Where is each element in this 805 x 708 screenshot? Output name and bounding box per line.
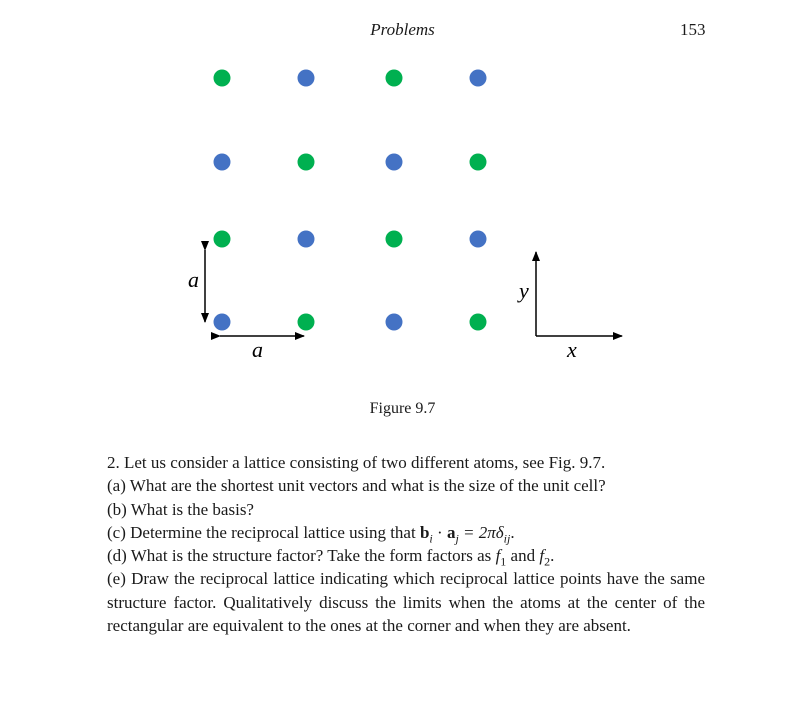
math-a: a [446,522,456,542]
figure-caption: Figure 9.7 [369,400,436,417]
atom-blue-r4-c3 [386,314,403,331]
atom-green-r3-c3 [386,231,403,248]
form-factor-sub-2: 2 [544,554,551,569]
atom-blue-r1-c2 [298,70,315,87]
atom-green-r2-c2 [298,154,315,171]
math-sub-j: j [455,531,459,546]
part-d-end: . [550,546,555,566]
math-dot: · [432,522,447,542]
page-number: 153 [680,20,706,39]
part-d-and: and [506,546,540,566]
atom-green-r2-c4 [470,154,487,171]
y-axis-label: y [519,278,529,303]
atom-green-r1-c1 [214,70,231,87]
problem-intro: 2. Let us consider a lattice consisting of two different atoms, see Fig. 9.7. [107,453,606,472]
problem-part-e: (e) Draw the reciprocal lattice indicating which reciprocal lattice points have the same structure factor. Qualitatively discuss the limits when the atoms at the center of the rectangular are equivalent to the ones at the corner and when they are absent. [107,569,705,636]
math-end: . [510,522,515,542]
atom-blue-r3-c4 [470,231,487,248]
atom-green-r4-c4 [470,314,487,331]
label-a-vertical: a [188,267,199,292]
part-c-text: (c) Determine the reciprocal lattice using that [107,522,416,542]
atom-grid [214,70,487,331]
x-axis-label: x [567,337,577,362]
atom-blue-r3-c2 [298,231,315,248]
form-factor-f1: f [495,546,501,566]
problem-part-c [107,521,705,544]
label-a-horizontal: a [252,337,263,362]
math-b: b [419,522,430,542]
problem-part-d [107,544,705,567]
atom-blue-r2-c1 [214,154,231,171]
atom-blue-r4-c1 [214,314,231,331]
atom-green-r3-c1 [214,231,231,248]
atom-blue-r2-c3 [386,154,403,171]
atom-green-r4-c2 [298,314,315,331]
math-sub-ij: ij [503,531,511,546]
form-factor-sub-1: 1 [500,554,507,569]
problem-text [107,451,705,637]
problem-part-a: (a) What are the shortest unit vectors and what is the size of the unit cell? [107,476,606,496]
math-equals: = 2πδ [458,522,504,542]
problem-part-b: (b) What is the basis? [107,499,254,519]
atom-green-r1-c3 [386,70,403,87]
part-d-text: (d) What is the structure factor? Take the form factors as [107,546,492,566]
math-sub-i: i [429,531,433,546]
atom-blue-r1-c4 [470,70,487,87]
form-factor-f2: f [539,546,545,566]
running-header-title: Problems [370,20,435,39]
